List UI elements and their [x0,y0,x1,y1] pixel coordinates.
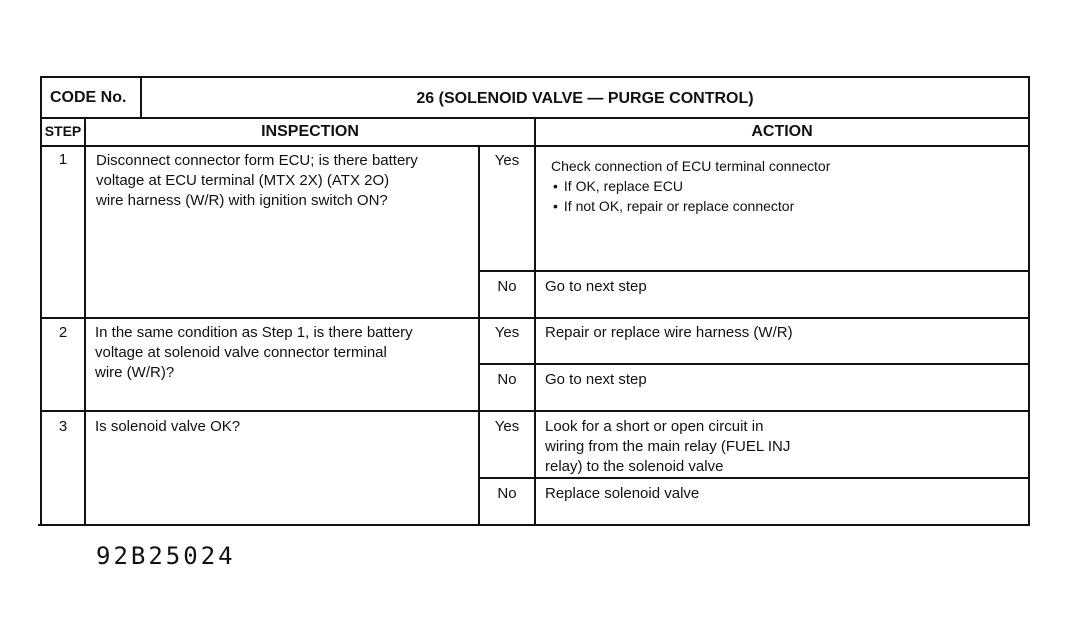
step-number: 3 [58,418,68,435]
action-line: relay) to the solenoid valve [545,458,724,475]
inspection-line: Is solenoid valve OK? [95,418,241,435]
step1-step2-divider [40,317,1030,319]
step1-inspection [96,151,476,211]
yes-label: Yes [494,152,520,169]
step1-yes-action [551,156,1021,216]
border-left [40,76,42,526]
inspection-line: Disconnect connector form ECU; is there battery [96,152,418,169]
yes-label: Yes [494,418,520,435]
step3-inspection [95,417,475,437]
no-label: No [497,278,517,295]
action-lead: Check connection of ECU terminal connector [551,158,831,174]
no-action: Replace solenoid valve [545,485,700,502]
inspection-header: INSPECTION [261,123,359,140]
inspection-line: wire (W/R)? [95,364,175,381]
action-header: ACTION [751,123,813,140]
yes-label: Yes [494,324,520,341]
step1-yes-no-divider [478,270,1030,272]
step-number: 2 [58,324,68,341]
step-number: 1 [58,151,68,168]
border-bottom [38,524,1028,526]
no-action: Go to next step [545,278,647,295]
step2-step3-divider [40,410,1030,412]
step-header: STEP [44,123,82,139]
inspection-line: wire harness (W/R) with ignition switch ON? [96,192,388,209]
no-label: No [497,371,517,388]
no-action: Go to next step [545,371,647,388]
step2-yes-no-divider [478,363,1030,365]
action-col-line [534,117,536,526]
inspection-line: voltage at solenoid valve connector terminal [95,344,387,361]
border-top [40,76,1030,78]
yes-action: Repair or replace wire harness (W/R) [545,324,793,341]
code-label: CODE No. [50,89,127,106]
action-bullet: • If OK, replace ECU [553,176,1021,196]
figure-id: 92B25024 [96,542,236,570]
action-line: wiring from the main relay (FUEL INJ [545,438,791,455]
border-right [1028,76,1030,526]
step3-yes-no-divider [478,477,1030,479]
code-title: 26 (SOLENOID VALVE — PURGE CONTROL) [416,90,754,107]
no-label: No [497,485,517,502]
action-line: Look for a short or open circuit in [545,418,764,435]
step-col-line [84,117,86,526]
step3-yes-action [545,417,1015,477]
step2-inspection [95,323,475,383]
inspection-line: voltage at ECU terminal (MTX 2X) (ATX 2O) [96,172,390,189]
action-bullet: • If not OK, repair or replace connector [553,196,1021,216]
inspection-line: In the same condition as Step 1, is there battery [95,324,413,341]
